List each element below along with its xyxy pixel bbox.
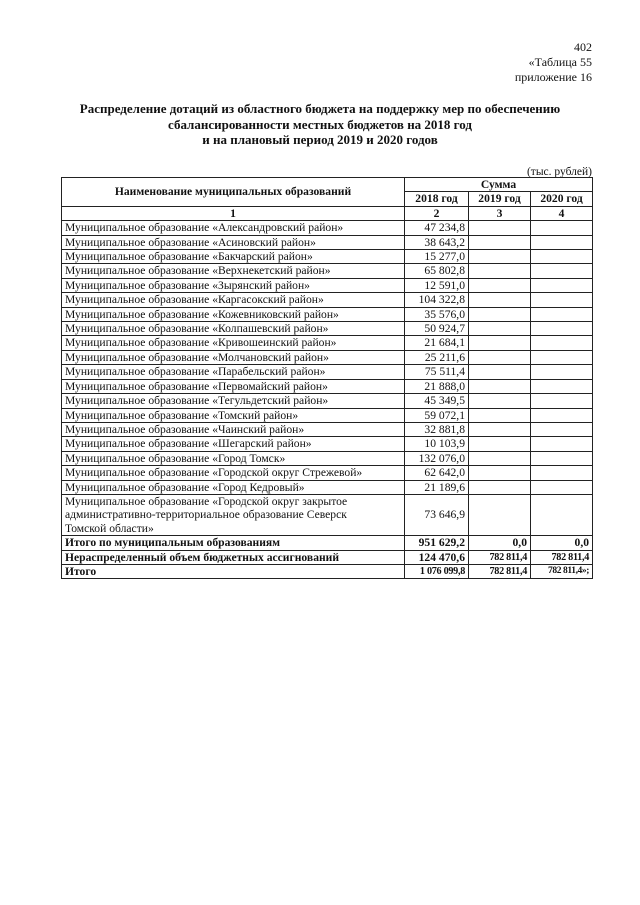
value-2019 xyxy=(469,365,531,379)
table-row xyxy=(62,422,593,436)
value-2020 xyxy=(531,494,593,535)
municipality-name: Муниципальное образование «Томский район» xyxy=(62,408,405,422)
value-2020 xyxy=(531,235,593,249)
table-row xyxy=(62,408,593,422)
value-2020 xyxy=(531,307,593,321)
header-2020: 2020 год xyxy=(531,192,593,206)
value-2020 xyxy=(531,336,593,350)
value-2018: 21 189,6 xyxy=(405,480,469,494)
municipality-name: Муниципальное образование «Чаинский район» xyxy=(62,422,405,436)
col-num-2: 2 xyxy=(405,206,469,220)
table-row xyxy=(62,336,593,350)
table-row xyxy=(62,379,593,393)
value-2019 xyxy=(469,480,531,494)
municipality-name: Муниципальное образование «Зырянский район» xyxy=(62,278,405,292)
unallocated-row xyxy=(62,550,593,564)
value-2020 xyxy=(531,264,593,278)
table-row xyxy=(62,394,593,408)
header-name-col: Наименование муниципальных образований xyxy=(62,178,405,207)
municipality-name: Муниципальное образование «Кривошеинский район» xyxy=(62,336,405,350)
title-line-1: Распределение дотаций из областного бюджета на поддержку мер по обеспечению xyxy=(79,101,561,116)
value-2020 xyxy=(531,365,593,379)
value-2020 xyxy=(531,394,593,408)
value-2018: 65 802,8 xyxy=(405,264,469,278)
value-2020 xyxy=(531,379,593,393)
header-2019: 2019 год xyxy=(469,192,531,206)
value-2018: 104 322,8 xyxy=(405,293,469,307)
unallocated-label: Нераспределенный объем бюджетных ассигнований xyxy=(62,550,405,564)
header-sum: Сумма xyxy=(405,178,593,192)
municipality-name: Муниципальное образование «Шегарский район» xyxy=(62,437,405,451)
value-2018: 62 642,0 xyxy=(405,466,469,480)
grand-total-label: Итого xyxy=(62,564,405,578)
document-title xyxy=(50,101,590,148)
value-2018: 132 076,0 xyxy=(405,451,469,465)
grand-total-2018: 1 076 099,8 xyxy=(405,564,469,578)
value-2020 xyxy=(531,322,593,336)
municipality-name: Муниципальное образование «Городской округ Стрежевой» xyxy=(62,466,405,480)
value-2019 xyxy=(469,250,531,264)
value-2019 xyxy=(469,422,531,436)
municipality-name: Муниципальное образование «Кожевниковский район» xyxy=(62,307,405,321)
table-row xyxy=(62,235,593,249)
table-row xyxy=(62,466,593,480)
total-2020: 0,0 xyxy=(531,536,593,550)
municipality-name: Муниципальное образование «Бакчарский район» xyxy=(62,250,405,264)
value-2020 xyxy=(531,466,593,480)
grand-total-row xyxy=(62,564,593,578)
seversk-line-1: Муниципальное образование «Городской округ закрытое xyxy=(65,494,348,508)
table-row xyxy=(62,437,593,451)
table-row xyxy=(62,322,593,336)
value-2020 xyxy=(531,221,593,235)
value-2019 xyxy=(469,451,531,465)
total-2019: 0,0 xyxy=(469,536,531,550)
table-row xyxy=(62,221,593,235)
municipality-name: Муниципальное образование «Парабельский район» xyxy=(62,365,405,379)
value-2018: 38 643,2 xyxy=(405,235,469,249)
value-2018: 59 072,1 xyxy=(405,408,469,422)
municipality-name: Муниципальное образование «Город Кедровый» xyxy=(62,480,405,494)
municipality-name: Муниципальное образование «Асиновский район» xyxy=(62,235,405,249)
value-2018: 32 881,8 xyxy=(405,422,469,436)
table-row xyxy=(62,350,593,364)
table-row xyxy=(62,278,593,292)
value-2020 xyxy=(531,250,593,264)
municipality-name: Муниципальное образование «Колпашевский район» xyxy=(62,322,405,336)
municipality-name: Муниципальное образование «Александровский район» xyxy=(62,221,405,235)
value-2018: 21 684,1 xyxy=(405,336,469,350)
table-row xyxy=(62,264,593,278)
value-2019 xyxy=(469,394,531,408)
value-2018: 50 924,7 xyxy=(405,322,469,336)
page-number: 402 xyxy=(574,40,592,54)
value-2019 xyxy=(469,466,531,480)
total-2018: 951 629,2 xyxy=(405,536,469,550)
table-row xyxy=(62,451,593,465)
header-2018: 2018 год xyxy=(405,192,469,206)
value-2019 xyxy=(469,437,531,451)
value-2018: 75 511,4 xyxy=(405,365,469,379)
value-2019 xyxy=(469,293,531,307)
value-2018: 15 277,0 xyxy=(405,250,469,264)
value-2018: 10 103,9 xyxy=(405,437,469,451)
municipality-name: Муниципальное образование «Молчановский район» xyxy=(62,350,405,364)
value-2019 xyxy=(469,336,531,350)
total-municipalities-row xyxy=(62,536,593,550)
value-2020 xyxy=(531,480,593,494)
value-2018: 35 576,0 xyxy=(405,307,469,321)
value-2019 xyxy=(469,379,531,393)
value-2020 xyxy=(531,451,593,465)
value-2019 xyxy=(469,322,531,336)
value-2019 xyxy=(469,235,531,249)
value-2019 xyxy=(469,264,531,278)
value-2020 xyxy=(531,350,593,364)
grand-total-2020: 782 811,4»; xyxy=(531,564,593,578)
unallocated-2019: 782 811,4 xyxy=(469,550,531,564)
value-2019 xyxy=(469,307,531,321)
value-2020 xyxy=(531,422,593,436)
title-line-2: сбалансированности местных бюджетов на 2018 год xyxy=(168,116,472,132)
value-2020 xyxy=(531,437,593,451)
municipality-name: Муниципальное образование «Город Томск» xyxy=(62,451,405,465)
value-2018: 21 888,0 xyxy=(405,379,469,393)
units-label: (тыс. рублей) xyxy=(526,166,592,178)
column-number-row xyxy=(62,206,593,220)
value-2019 xyxy=(469,221,531,235)
table-row xyxy=(62,365,593,379)
value-2020 xyxy=(531,293,593,307)
unallocated-2020: 782 811,4 xyxy=(531,550,593,564)
municipality-name: Муниципальное образование «Первомайский район» xyxy=(62,379,405,393)
value-2018: 73 646,9 xyxy=(405,494,469,535)
value-2018: 45 349,5 xyxy=(405,394,469,408)
table-number: «Таблица 55 xyxy=(528,55,592,69)
annex-number: приложение 16 xyxy=(514,70,592,84)
value-2019 xyxy=(469,408,531,422)
table-row-seversk xyxy=(62,494,593,535)
value-2020 xyxy=(531,278,593,292)
municipality-name: Муниципальное образование «Тегульдетский район» xyxy=(62,394,405,408)
table-row xyxy=(62,293,593,307)
value-2018: 12 591,0 xyxy=(405,278,469,292)
municipality-name: Муниципальное образование «Каргасокский район» xyxy=(62,293,405,307)
title-line-3: и на плановый период 2019 и 2020 годов xyxy=(202,132,438,147)
value-2018: 25 211,6 xyxy=(405,350,469,364)
table-row xyxy=(62,480,593,494)
subsidy-table xyxy=(61,177,593,579)
col-num-4: 4 xyxy=(531,206,593,220)
col-num-1: 1 xyxy=(62,206,405,220)
value-2019 xyxy=(469,278,531,292)
unallocated-2018: 124 470,6 xyxy=(405,550,469,564)
municipality-name-seversk xyxy=(62,494,405,535)
header-row-1 xyxy=(62,178,593,192)
value-2020 xyxy=(531,408,593,422)
table-row xyxy=(62,307,593,321)
total-label: Итого по муниципальным образованиям xyxy=(62,536,405,550)
seversk-line-2: административно-территориальное образование Северск xyxy=(65,508,347,522)
grand-total-2019: 782 811,4 xyxy=(469,564,531,578)
seversk-line-3: Томской области» xyxy=(65,521,154,535)
table-row xyxy=(62,250,593,264)
table-reference xyxy=(515,55,592,85)
value-2018: 47 234,8 xyxy=(405,221,469,235)
col-num-3: 3 xyxy=(469,206,531,220)
value-2019 xyxy=(469,350,531,364)
municipality-name: Муниципальное образование «Верхнекетский район» xyxy=(62,264,405,278)
value-2019 xyxy=(469,494,531,535)
